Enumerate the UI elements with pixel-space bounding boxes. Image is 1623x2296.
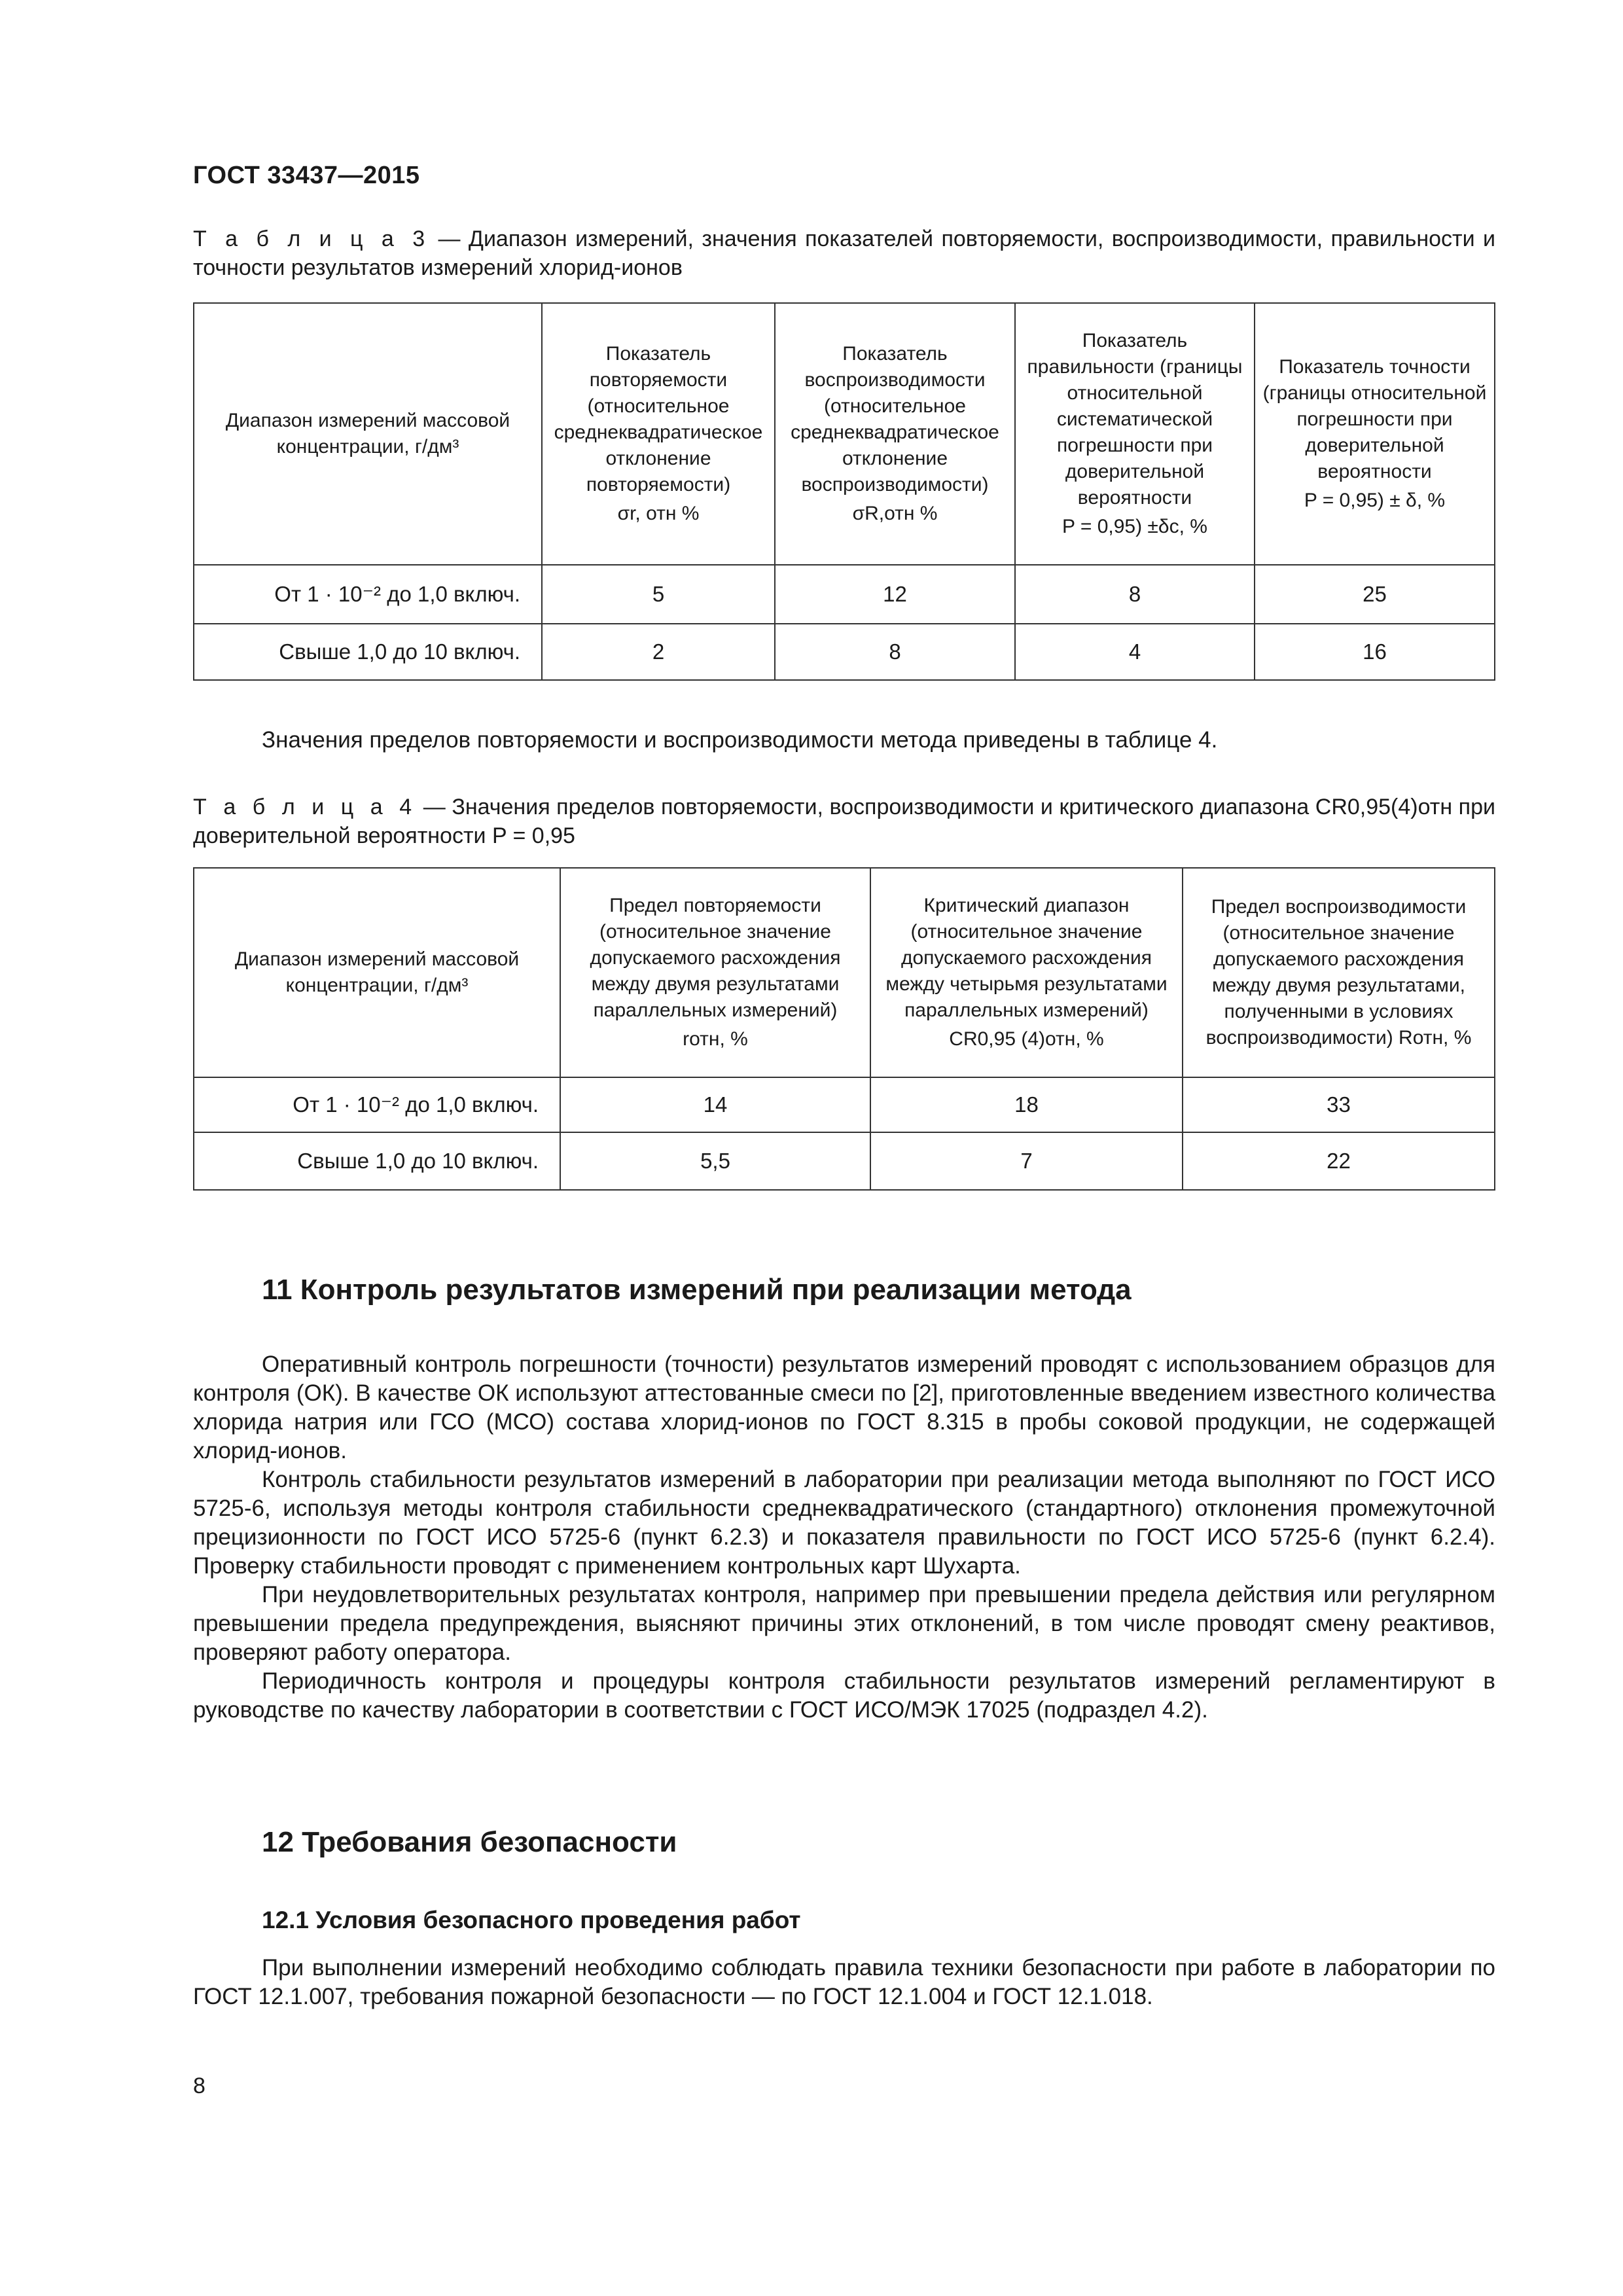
table-row	[194, 1077, 1495, 1132]
table3-header-range: Диапазон измерений массовой концентрации, г/дм³	[194, 303, 542, 565]
table3-cell: 2	[542, 624, 775, 680]
table4-intro: Значения пределов повторяемости и воспроизводимости метода приведены в таблице 4.	[262, 727, 1218, 753]
paragraph: Оперативный контроль погрешности (точности) результатов измерений проводят с использованием образцов для контроля (ОК). В качестве ОК используют аттестованные смеси по [2], приготовленные введением известного количества хлорида натрия или ГСО (МСО) состава хлорид-ионов по ГОСТ 8.315 в пробы соковой продукции, не содержащей хлорид-ионов.	[193, 1352, 1495, 1463]
table-4	[193, 867, 1495, 1191]
table3-caption-text: — Диапазон измерений, значения показателей повторяемости, воспроизводимости, правильности и точности результатов измерений хлорид-ионов	[193, 226, 1495, 280]
table4-cell: 18	[870, 1077, 1183, 1132]
table3-cell: 16	[1255, 624, 1495, 680]
document-code: ГОСТ 33437—2015	[193, 162, 420, 189]
table4-caption-prefix: Т а б л и ц а 4	[193, 795, 418, 819]
table3-symbol-repeatability: σr, отн %	[617, 503, 700, 524]
table3-header-repeatability: Показатель повторяемости (относительное среднеквадратическое отклонение повторяемости) σr, отн %	[542, 303, 775, 565]
table4-cell: 5,5	[560, 1132, 870, 1190]
section-11-body	[193, 1350, 1495, 1725]
table3-symbol-reproducibility: σR,отн %	[852, 503, 938, 524]
table3-caption	[193, 224, 1495, 282]
paragraph: Периодичность контроля и процедуры контроля стабильности результатов измерений регламентируют в руководстве по качеству лаборатории в соответствии с ГОСТ ИСО/МЭК 17025 (подраздел 4.2).	[193, 1668, 1495, 1723]
table-row	[194, 624, 1495, 680]
table4-caption-text: — Значения пределов повторяемости, воспроизводимости и критического диапазона CR0,95(4)отн при доверительной вероятности P = 0,95	[193, 795, 1495, 848]
table3-header-accuracy: Показатель точности (границы относительной погрешности при доверительной вероятности P = 0,95) ± δ, %	[1255, 303, 1495, 565]
table3-header-trueness: Показатель правильности (границы относительной систематической погрешности при доверительной вероятности P = 0,95) ±δc, %	[1015, 303, 1255, 565]
paragraph: При неудовлетворительных результатах контроля, например при превышении предела действия или регулярном превышении предела предупреждения, выясняют причины этих отклонений, в том числе проводят смену реактивов, проверяют работу оператора.	[193, 1582, 1495, 1665]
table-row	[194, 1132, 1495, 1190]
table3-symbol-accuracy: P = 0,95) ± δ, %	[1304, 490, 1446, 511]
table3-cell: От 1 · 10⁻² до 1,0 включ.	[194, 565, 542, 624]
table4-header-reproducibility-limit: Предел воспроизводимости (относительное значение допускаемого расхождения между двумя результатами, полученными в условиях воспроизводимости) Rотн, %	[1183, 868, 1495, 1077]
table4-cell: 22	[1183, 1132, 1495, 1190]
table4-caption	[193, 793, 1495, 850]
table4-cell: Свыше 1,0 до 10 включ.	[194, 1132, 560, 1190]
table4-header-range: Диапазон измерений массовой концентрации, г/дм³	[194, 868, 560, 1077]
table3-cell: Свыше 1,0 до 10 включ.	[194, 624, 542, 680]
table-row	[194, 565, 1495, 624]
table4-header-repeatability-limit: Предел повторяемости (относительное значение допускаемого расхождения между двумя результатами параллельных измерений) rотн, %	[560, 868, 870, 1077]
section-11-heading: 11 Контроль результатов измерений при реализации метода	[262, 1274, 1132, 1306]
table3-cell: 8	[1015, 565, 1255, 624]
table4-cell: 7	[870, 1132, 1183, 1190]
table3-header-reproducibility: Показатель воспроизводимости (относительное среднеквадратическое отклонение воспроизводимости) σR,отн %	[775, 303, 1015, 565]
table-3	[193, 302, 1495, 681]
page-number: 8	[193, 2073, 205, 2098]
table4-symbol-repeatability: rотн, %	[683, 1028, 748, 1050]
table4-cell: 14	[560, 1077, 870, 1132]
table3-cell: 5	[542, 565, 775, 624]
table4-header-critical-range: Критический диапазон (относительное значение допускаемого расхождения между четырьмя результатами параллельных измерений) CR0,95 (4)отн, %	[870, 868, 1183, 1077]
table3-cell: 8	[775, 624, 1015, 680]
table3-caption-prefix: Т а б л и ц а 3	[193, 226, 431, 251]
table3-cell: 4	[1015, 624, 1255, 680]
table4-header-row	[194, 868, 1495, 1077]
paragraph: Контроль стабильности результатов измерений в лаборатории при реализации метода выполняют по ГОСТ ИСО 5725-6, используя методы контроля стабильности среднеквадратического (стандартного) отклонения промежуточной прецизионности по ГОСТ ИСО 5725-6 (пункт 6.2.3) и показателя правильности по ГОСТ ИСО 5725-6 (пункт 6.2.4). Проверку стабильности проводят с применением контрольных карт Шухарта.	[193, 1467, 1495, 1579]
table4-cell: От 1 · 10⁻² до 1,0 включ.	[194, 1077, 560, 1132]
paragraph: При выполнении измерений необходимо соблюдать правила техники безопасности при работе в лаборатории по ГОСТ 12.1.007, требования пожарной безопасности — по ГОСТ 12.1.004 и ГОСТ 12.1.018.	[193, 1955, 1495, 2009]
table4-cell: 33	[1183, 1077, 1495, 1132]
table3-symbol-trueness: P = 0,95) ±δc, %	[1062, 516, 1207, 537]
table3-header-row	[194, 303, 1495, 565]
section-12-heading: 12 Требования безопасности	[262, 1826, 677, 1858]
table3-cell: 12	[775, 565, 1015, 624]
table3-cell: 25	[1255, 565, 1495, 624]
table4-symbol-critical-range: CR0,95 (4)отн, %	[949, 1028, 1104, 1050]
section-12-1-heading: 12.1 Условия безопасного проведения работ	[262, 1907, 801, 1933]
section-12-1-body	[193, 1954, 1495, 2011]
